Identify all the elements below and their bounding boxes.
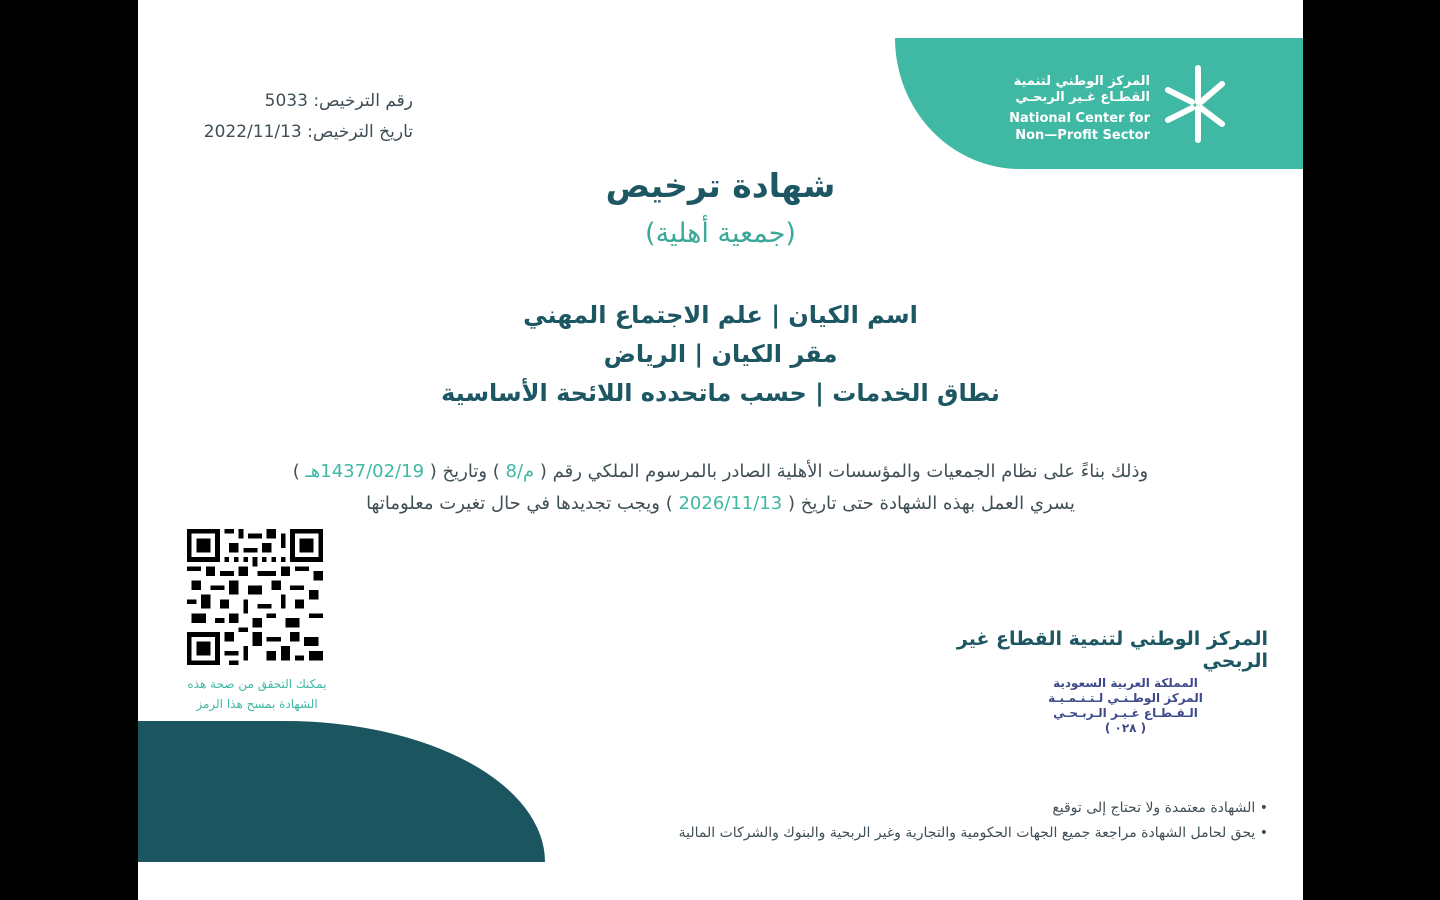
license-info xyxy=(158,86,413,148)
certificate-page xyxy=(138,0,1303,900)
logo-arabic-text xyxy=(1010,74,1150,106)
entity-details xyxy=(138,296,1303,413)
decree-number: م/8 xyxy=(505,461,535,482)
logo-arabic-line2: القطـاع غـير الربحـي xyxy=(1015,90,1150,105)
qr-code[interactable] xyxy=(187,529,323,665)
entity-name: اسم الكيان | علم الاجتماع المهني xyxy=(523,301,918,329)
ncnp-logo-icon xyxy=(1156,62,1226,148)
license-number xyxy=(158,86,413,117)
entity-headquarters: مقر الكيان | الرياض xyxy=(603,340,838,368)
certificate-subtitle: (جمعية أهلية) xyxy=(645,218,796,249)
logo-english-line2: Non—Profit Sector xyxy=(1015,128,1150,143)
certificate-title: شهادة ترخيص xyxy=(605,166,836,205)
stamp-line4: ( ٠٢٨ ) xyxy=(1104,721,1147,735)
logo-english-text xyxy=(990,110,1150,144)
validity-text-1: يسري العمل بهذه الشهادة حتى تاريخ ( xyxy=(787,493,1075,514)
qr-caption xyxy=(164,674,350,714)
license-date-value: 2022/11/13 xyxy=(203,122,302,142)
qr-caption-line2: الشهادة بمسح هذا الرمز xyxy=(196,697,318,711)
stamp-line1: المملكة العربية السعودية xyxy=(1053,676,1198,690)
logo-english-line1: National Center for xyxy=(1009,111,1150,126)
decree-line xyxy=(138,456,1303,488)
logo-arabic-line1: المركز الوطني لتنمية xyxy=(1013,74,1150,89)
certificate-body xyxy=(138,456,1303,520)
valid-until-date: 2026/11/13 xyxy=(678,493,783,514)
stamp-line2: المركز الوطـنـي لـتـنـمـيـة xyxy=(1048,691,1203,705)
license-date xyxy=(158,117,413,148)
validity-text-2: ) ويجب تجديدها في حال تغيرت معلوماتها xyxy=(366,493,673,514)
entity-service-scope: نطاق الخدمات | حسب ماتحدده اللائحة الأساسية xyxy=(441,379,1000,407)
ncnp-logo xyxy=(1009,62,1226,148)
decree-text-3: ) xyxy=(292,461,300,482)
decree-date: 1437/02/19هـ xyxy=(305,461,425,482)
certificate-notes xyxy=(638,796,1268,846)
validity-line xyxy=(138,488,1303,520)
license-number-label: رقم الترخيص: xyxy=(313,91,413,111)
decree-text-1: وذلك بناءً على نظام الجمعيات والمؤسسات الأهلية الصادر بالمرسوم الملكي رقم ( xyxy=(539,461,1149,482)
issuer-org-name: المركز الوطني لتنمية القطاع غير الربحي xyxy=(956,628,1268,672)
license-number-value: 5033 xyxy=(264,91,308,111)
note-item: • يحق لحامل الشهادة مراجعة جميع الجهات الحكومية والتجارية وغير الربحية والبنوك والشركات المالية xyxy=(638,821,1268,846)
license-date-label: تاريخ الترخيص: xyxy=(307,122,413,142)
footer-teal-band xyxy=(138,721,545,862)
note-item: • الشهادة معتمدة ولا تحتاج إلى توقيع xyxy=(638,796,1268,821)
qr-caption-line1: يمكنك التحقق من صحة هذه xyxy=(187,677,327,691)
stamp-line3: الـقـطـاع غـيـر الـربـحـي xyxy=(1053,706,1198,720)
issuer-stamp xyxy=(1043,676,1208,736)
decree-text-2: ) وتاريخ ( xyxy=(429,461,500,482)
